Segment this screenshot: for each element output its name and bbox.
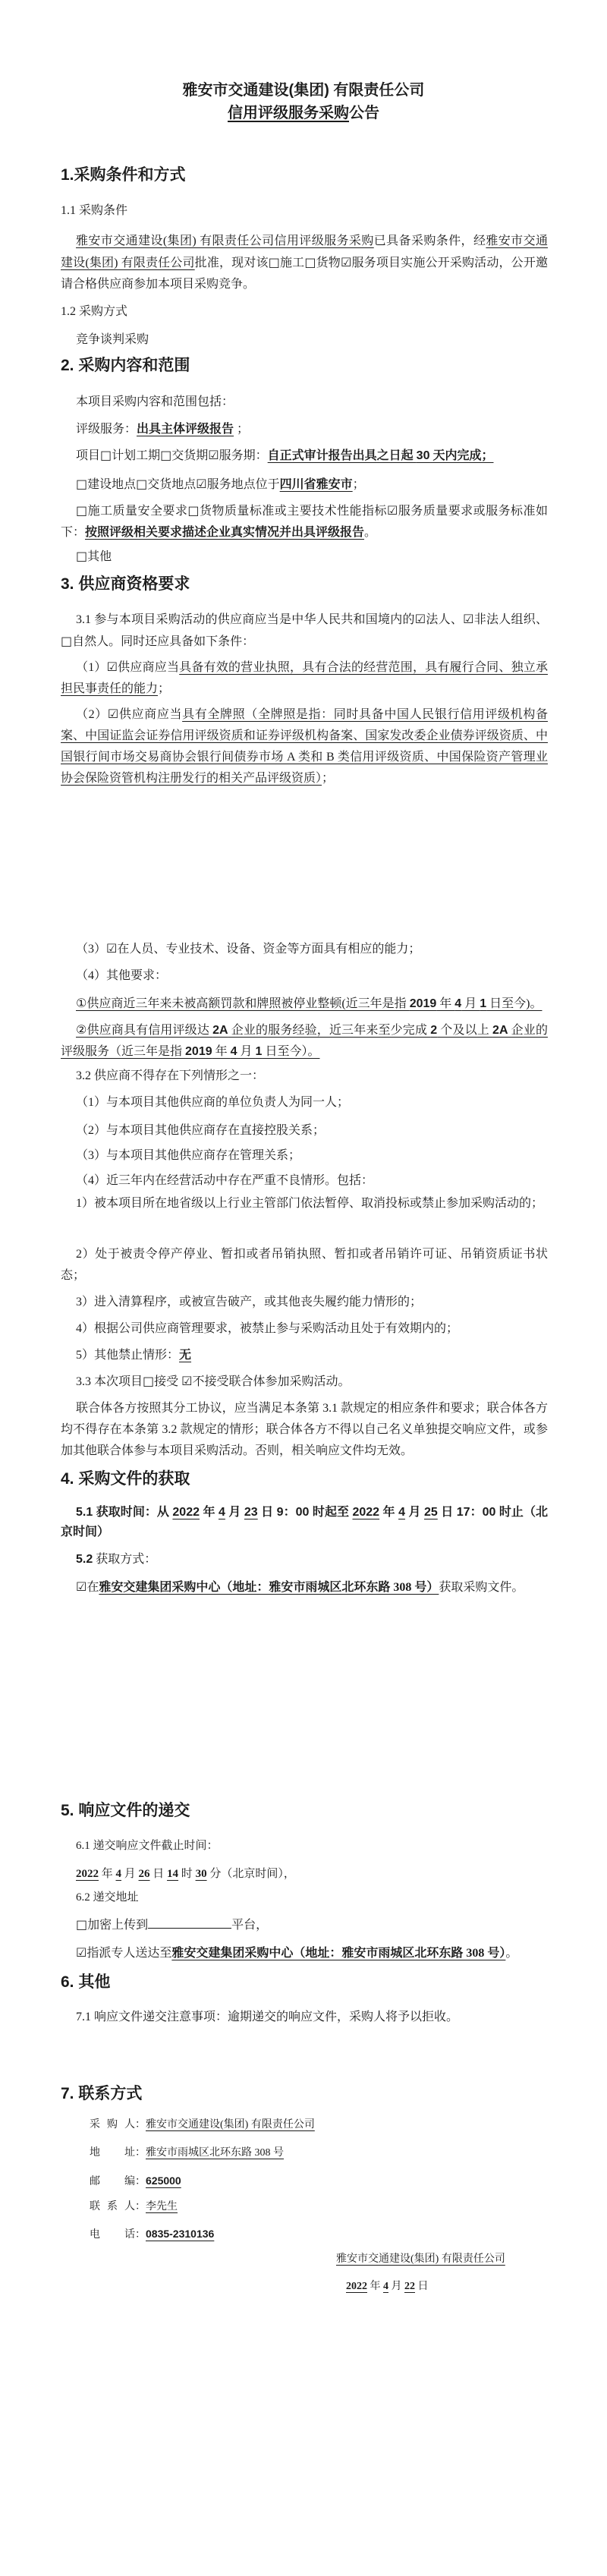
para-3-2-sub-4 <box>61 1318 548 1340</box>
heading-other <box>61 1973 548 1992</box>
text-run: 时 <box>178 1868 196 1880</box>
signature-date <box>346 2278 574 2295</box>
checkbox-checked-icon: ☑ <box>106 941 118 956</box>
text-run: 23 <box>244 1506 258 1519</box>
text-run: 雅安交建集团采购中心（地址：雅安市雨城区北环东路 308 号） <box>99 1581 439 1594</box>
text-run: 年 <box>367 2281 383 2292</box>
heading-response-submission <box>61 1801 548 1821</box>
text-run: 评级服务： <box>76 423 137 436</box>
text-run: 服务期： <box>219 449 268 462</box>
checkbox-unchecked-icon: □ <box>187 503 200 518</box>
para-service-quality <box>61 500 548 543</box>
checkbox-unchecked-icon: □ <box>136 477 148 491</box>
contact-row-postcode <box>90 2172 514 2190</box>
text-run: 日 <box>149 1868 168 1880</box>
para-consortium <box>61 1398 548 1462</box>
text-run: 分（北京时间）， <box>206 1868 295 1880</box>
text-run: ②供应商具有信用评级达 <box>76 1024 213 1037</box>
text-run: 5.1 获取时间：从 <box>76 1506 173 1519</box>
para-requirement-circle-2 <box>61 1020 548 1063</box>
text-run: （2） <box>76 708 108 721</box>
contact-label: 邮编 <box>90 2176 135 2187</box>
contact-label: 电话 <box>90 2229 135 2241</box>
text-run: 14 <box>167 1868 179 1880</box>
text-run: 指派专人送达至 <box>86 1947 172 1960</box>
text-run: （3）与本项目其他供应商存在管理关系； <box>76 1149 301 1162</box>
checkbox-unchecked-icon: □ <box>160 448 172 462</box>
para-requirement-circle-1 <box>61 994 548 1015</box>
para-3-1-item-2 <box>61 704 548 789</box>
heading-purchase-conditions <box>61 165 548 185</box>
para-5-2-method <box>61 1549 548 1570</box>
text-run: 获取方式： <box>93 1553 157 1566</box>
text-run: 1.1 采购条件 <box>61 204 128 217</box>
text-run: 月 <box>404 1506 424 1519</box>
text-run: 7. 联系方式 <box>61 2085 143 2102</box>
text-run: 企业的服务经验，近三年来至少完成 <box>228 1024 431 1037</box>
checkbox-unchecked-icon: □ <box>100 448 112 462</box>
contact-label: 联系人 <box>90 2201 135 2212</box>
text-run: 1 <box>255 1045 263 1058</box>
text-run: 25 <box>423 1506 438 1519</box>
para-3-2-sub-5 <box>61 1345 548 1366</box>
para-6-2-upload <box>61 1914 548 1936</box>
text-run: 7.1 响应文件递交注意事项：逾期递交的响应文件，采购人将予以拒收。 <box>76 2011 459 2023</box>
para-3-2-item-1 <box>61 1092 548 1113</box>
checkbox-checked-icon: ☑ <box>340 255 352 269</box>
text-run: 竞争谈判采购 <box>76 333 149 346</box>
text-run: 年 <box>436 997 455 1010</box>
para-service-location <box>61 474 548 496</box>
text-run: （1） <box>76 661 107 674</box>
text-run: 货物质量标准或主要技术性能指标 <box>199 505 387 518</box>
checkbox-checked-icon: ☑ <box>208 448 219 462</box>
para-5-1-time <box>61 1503 548 1542</box>
text-run: 日至今)。 <box>486 997 543 1010</box>
text-run: 在 <box>86 1581 99 1594</box>
para-6-2-delivery <box>61 1942 548 1964</box>
text-run: 个及以上 <box>437 1024 493 1037</box>
text-run: 2 <box>430 1024 438 1037</box>
text-run: 交货期 <box>171 449 209 462</box>
text-run: 2019 <box>409 997 437 1010</box>
heading-supplier-qualifications <box>61 575 548 594</box>
text-run: 4 <box>218 1506 225 1519</box>
para-6-2-label <box>61 1888 548 1907</box>
para-purchase-conditions <box>61 231 548 295</box>
text-run: 出具主体评级报告 <box>137 423 234 436</box>
text-run: 非法人组织、 <box>473 613 548 626</box>
text-run: 。 <box>364 526 377 539</box>
text-run: ； <box>158 682 171 695</box>
para-3-1 <box>61 609 548 653</box>
text-run: 年 <box>199 1506 219 1519</box>
text-run: 4）根据公司供应商管理要求，被禁止参与采购活动且处于有效期内的； <box>76 1322 459 1335</box>
text-run: 6. 其他 <box>61 1973 111 1991</box>
text-run: 2022 <box>352 1506 380 1519</box>
text-run: （4）其他要求： <box>76 969 168 982</box>
contact-label-colon: ： <box>135 2176 146 2187</box>
clause-1-2-label <box>61 301 548 323</box>
text-run: 2022 <box>172 1506 200 1519</box>
text-run: 交货地点 <box>147 478 197 491</box>
text-run: 625000 <box>146 2174 181 2187</box>
text-run: 4 <box>398 1506 405 1519</box>
para-3-1-item-1 <box>61 657 548 700</box>
text-run: 2019 <box>185 1045 212 1058</box>
text-run: 李先生 <box>146 2201 178 2212</box>
para-rating-service <box>61 419 548 440</box>
text-run: 4. 采购文件的获取 <box>61 1470 190 1488</box>
checkbox-checked-icon: ☑ <box>76 1945 87 1960</box>
checkbox-checked-icon: ☑ <box>463 612 474 626</box>
checkbox-unchecked-icon: □ <box>76 549 88 563</box>
para-procurement-method <box>61 329 548 351</box>
para-3-2-sub-1 <box>61 1193 548 1214</box>
text-run: 日 <box>415 2281 429 2292</box>
text-run: 。 <box>505 1947 518 1960</box>
text-run: 26 <box>138 1868 150 1880</box>
para-3-1-item-4 <box>61 965 548 987</box>
text-run: 4 <box>454 997 462 1010</box>
text-run: （1）与本项目其他供应商的单位负责人为同一人； <box>76 1096 350 1109</box>
text-run: 施工质量安全要求 <box>87 505 188 518</box>
checkbox-unchecked-icon: □ <box>61 634 73 648</box>
text-run: 月 <box>121 1868 139 1880</box>
checkbox-checked-icon: ☑ <box>196 477 207 491</box>
text-run: 4 <box>230 1045 237 1058</box>
text-run: 3.3 本次项目 <box>76 1375 143 1388</box>
text-run: 天内完成； <box>429 449 494 462</box>
text-run: 本项目采购内容和范围包括： <box>76 395 234 408</box>
text-run: 2022 <box>346 2281 367 2292</box>
text-run: 雅安市交通建设(集团) 有限责任公司信用评级服务采购 <box>76 235 374 247</box>
para-3-2-item-3 <box>61 1145 548 1167</box>
text-run: 日至今）。 <box>262 1045 320 1058</box>
text-run: 5.2 <box>76 1553 93 1566</box>
text-run: 5）其他禁止情形： <box>76 1349 180 1362</box>
checkbox-checked-icon: ☑ <box>107 707 119 721</box>
para-3-1-item-3 <box>61 938 548 960</box>
text-run: 6.1 递交响应文件截止时间： <box>76 1840 219 1852</box>
text-run: 月 <box>388 2281 404 2292</box>
para-3-2 <box>61 1066 548 1087</box>
checkbox-unchecked-icon: □ <box>268 255 280 269</box>
contact-row-address <box>90 2145 514 2162</box>
text-run: 获取采购文件。 <box>439 1581 524 1594</box>
text-run: 服务项目实施公开采购活动，公开邀请合格供应商参加本项目采购竞争。 <box>61 257 548 291</box>
checkbox-checked-icon: ☑ <box>106 660 118 674</box>
text-run: 雅安市交通建设(集团) 有限责任公司 <box>182 82 425 99</box>
text-run: 1.采购条件和方式 <box>61 166 186 184</box>
text-run: 5. 响应文件的递交 <box>61 1802 190 1819</box>
text-run: 平台， <box>231 1919 269 1932</box>
text-run: 2. 采购内容和范围 <box>61 357 190 374</box>
text-run: 供应商应当 <box>118 708 183 721</box>
fill-in-blank-line <box>148 1917 231 1929</box>
para-service-period <box>61 445 548 467</box>
text-run: 月 <box>237 1045 256 1058</box>
text-run: 服务质量要求或服务标准如下： <box>61 505 548 539</box>
contact-label-colon: ： <box>135 2229 146 2241</box>
text-run: 自正式审计报告出具之日起 <box>267 449 417 462</box>
text-run: 计划工期 <box>112 449 161 462</box>
checkbox-unchecked-icon: □ <box>143 1374 155 1388</box>
text-run: 雅安市交通建设(集团) 有限责任公司 <box>336 2253 505 2265</box>
para-3-2-sub-2 <box>61 1244 548 1286</box>
text-run: （3） <box>76 943 107 956</box>
checkbox-unchecked-icon: □ <box>76 1917 88 1932</box>
text-run: 雅安交建集团采购中心（地址：雅安市雨城区北环东路 308 号） <box>171 1947 506 1960</box>
text-run: 4 <box>115 1868 122 1880</box>
text-run: 4 <box>383 2281 388 2292</box>
text-run: 按照评级相关要求描述企业真实情况并出具评级报告 <box>85 526 365 539</box>
contact-label-colon: ： <box>135 2147 146 2159</box>
text-run: 供应商应当 <box>117 661 180 674</box>
checkbox-unchecked-icon: □ <box>304 255 316 269</box>
contact-row-buyer <box>90 2117 514 2134</box>
text-run: 0835-2310136 <box>146 2228 215 2240</box>
text-run: 建设地点 <box>87 478 137 491</box>
text-run: 不接受联合体参加采购活动。 <box>192 1375 351 1388</box>
text-run: 服务地点位于 <box>206 478 280 491</box>
para-6-1-deadline <box>61 1865 548 1883</box>
text-run: 30 <box>416 449 430 462</box>
text-run: 2022 <box>76 1868 99 1880</box>
contact-row-phone <box>90 2225 514 2244</box>
heading-document-acquisition <box>61 1469 548 1489</box>
text-run: 1）被本项目所在地省级以上行业主管部门依法暂停、取消投标或禁止参加采购活动的； <box>76 1197 544 1210</box>
text-run: 年 <box>99 1868 116 1880</box>
signature-company <box>336 2251 564 2268</box>
text-run: 日 9：00 时起至 <box>257 1506 353 1519</box>
para-scope-intro <box>61 392 548 413</box>
text-run: 具备有效的营业执照，具有合法的经营范围，具有履行合同、独立承担民事责任的能力 <box>61 661 548 695</box>
text-run: ； <box>322 772 335 785</box>
text-run: 无 <box>179 1349 192 1362</box>
contact-row-person <box>90 2199 514 2215</box>
text-run: 2A <box>212 1024 228 1037</box>
para-7-1-note <box>61 2007 548 2028</box>
para-other-checkbox <box>61 546 548 568</box>
para-3-3 <box>61 1371 548 1393</box>
text-run: 年 <box>212 1045 231 1058</box>
text-run: 日 17：00 时止（北京时间） <box>61 1506 548 1538</box>
contact-label-colon: ： <box>135 2201 146 2212</box>
text-run: 接受 <box>154 1375 182 1388</box>
para-3-2-item-4 <box>61 1170 548 1192</box>
text-run: 2A <box>492 1024 508 1037</box>
checkbox-checked-icon: ☑ <box>76 1579 87 1594</box>
para-3-2-item-2 <box>61 1120 548 1142</box>
text-run: 施工 <box>279 257 305 269</box>
para-6-1-label <box>61 1837 548 1855</box>
text-run: 在人员、专业技术、设备、资金等方面具有相应的能力； <box>117 943 421 956</box>
text-run: 年 <box>379 1506 399 1519</box>
heading-procurement-scope <box>61 356 548 376</box>
text-run: ； <box>352 478 365 491</box>
text-run: 公告 <box>349 105 379 121</box>
text-run: 其他 <box>87 550 112 563</box>
text-run: ①供应商近三年来未被高额罚款和牌照被停业整顿(近三年是指 <box>76 997 410 1010</box>
text-run: 自然人。同时还应具备如下条件： <box>72 635 255 648</box>
text-run: 雅安市雨城区北环东路 308 号 <box>146 2147 284 2159</box>
text-run: 6.2 递交地址 <box>76 1891 139 1904</box>
text-run: 3.1 参与本项目采购活动的供应商应当是中华人民共和国境内的 <box>76 613 415 626</box>
checkbox-checked-icon: ☑ <box>387 503 398 518</box>
text-run: 3）进入清算程序，或被宣告破产，或其他丧失履约能力情形的； <box>76 1296 423 1308</box>
heading-contact <box>61 2084 548 2104</box>
text-run: 3.2 供应商不得存在下列情形之一： <box>76 1069 265 1082</box>
text-run: 加密上传到 <box>87 1919 149 1932</box>
checkbox-checked-icon: ☑ <box>414 612 426 626</box>
text-run: 22 <box>404 2281 415 2292</box>
text-run: 1.2 采购方式 <box>61 305 128 318</box>
text-run: 30 <box>195 1868 207 1880</box>
contact-label: 采购人 <box>90 2119 135 2130</box>
text-run: 联合体各方按照其分工协议，应当满足本条第 3.1 款规定的相应条件和要求；联合体各方均不得存在本条第 3.2 款规定的情形；联合体各方不得以自己名义单独提交响应文件，或参加其他联合体参与本项目采购活动。否则，相关响应文件均无效。 <box>61 1402 548 1457</box>
text-run: 已具备采购条件，经 <box>373 235 486 247</box>
doc-title-line-2 <box>0 102 607 124</box>
para-3-2-sub-3 <box>61 1292 548 1313</box>
checkbox-unchecked-icon: □ <box>76 503 88 518</box>
text-run: 项目 <box>76 449 101 462</box>
text-run: 月 <box>225 1506 244 1519</box>
text-run: 1 <box>480 997 487 1010</box>
text-run: 信用评级服务采购 <box>228 105 349 121</box>
text-run: 四川省雅安市 <box>279 478 353 491</box>
doc-title-line-1 <box>0 79 607 102</box>
clause-1-1-label <box>61 200 548 222</box>
text-run: （2）与本项目其他供应商存在直接控股关系； <box>76 1124 326 1137</box>
para-5-2-location <box>61 1576 548 1598</box>
contact-label-colon: ： <box>135 2119 146 2130</box>
text-run: ； <box>234 423 250 436</box>
text-run: 企业的评级服务（近三年是指 <box>61 1024 548 1058</box>
text-run: 法人、 <box>426 613 464 626</box>
text-run: 雅安市交通建设(集团) 有限责任公司 <box>146 2119 315 2130</box>
text-run: 具有全牌照（全牌照是指：同时具备中国人民银行信用评级机构备案、中国证监会证券信用评级资质和证券评级机构备案、国家发改委企业债券评级资质、中国银行间市场交易商协会银行间债券市场 A 类和 B 类信用评级资质、中国保险资产管理业协会保险资管机构注册发行的相关产品评级资质） <box>61 708 548 785</box>
text-run: 雅安市交通建设(集团) 有限责任公司 <box>61 235 548 269</box>
text-run: 批准，现对该 <box>194 257 269 269</box>
text-run: 3. 供应商资格要求 <box>61 575 190 593</box>
contact-label: 地址 <box>90 2147 135 2159</box>
text-run: 月 <box>461 997 480 1010</box>
text-run: 货物 <box>316 257 341 269</box>
text-run: 2）处于被责令停产停业、暂扣或者吊销执照、暂扣或者吊销许可证、吊销资质证书状态； <box>61 1248 548 1282</box>
checkbox-checked-icon: ☑ <box>181 1374 193 1388</box>
text-run: （4）近三年内在经营活动中存在严重不良情形。包括： <box>76 1174 374 1187</box>
checkbox-unchecked-icon: □ <box>76 477 88 491</box>
